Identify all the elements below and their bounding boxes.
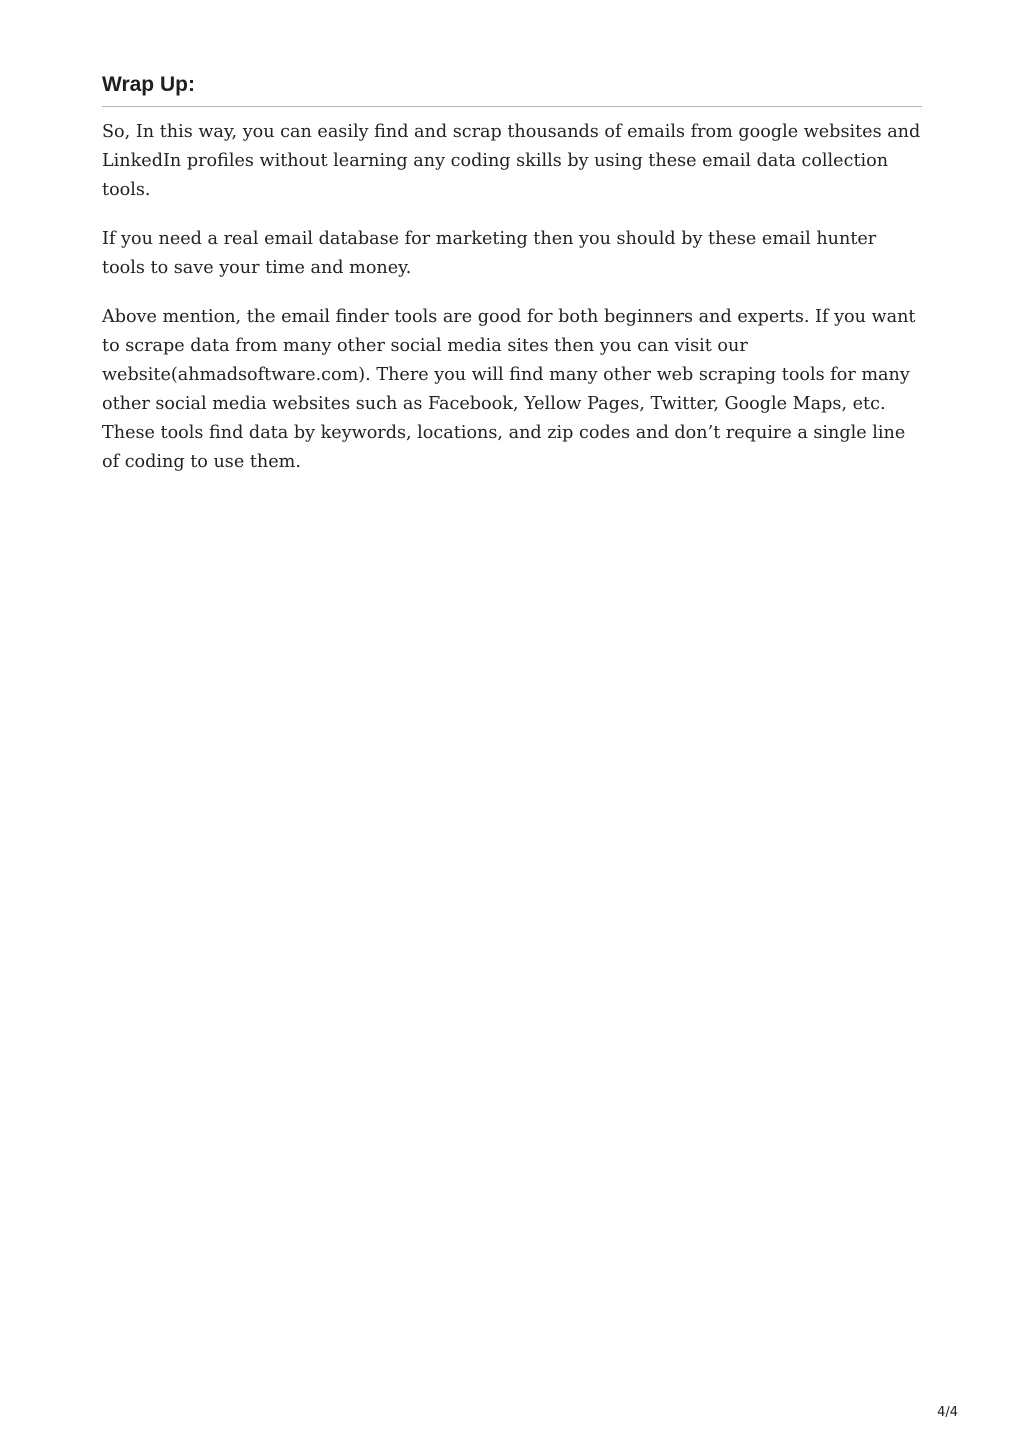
page-number: 4/4 (937, 1405, 958, 1420)
paragraph-tools: Above mention, the email finder tools are good for both beginners and experts. If you want to scrape data from many other social media sites then you can visit our website(ahmadsoftware.com). There you will find many other web scraping tools for many other social media websites such as Facebook, Yellow Pages, Twitter, Google Maps, etc. These tools find data by keywords, locations, and zip codes and don’t require a single line of coding to use them. (102, 307, 916, 472)
paragraph-database: If you need a real email database for marketing then you should by these email hunter tools to save your time and money. (102, 229, 877, 278)
article-body (102, 68, 922, 477)
paragraph-intro: So, In this way, you can easily find and scrap thousands of emails from google websites and LinkedIn profiles without learning any coding skills by using these email data collection tools. (102, 122, 921, 200)
section-heading: Wrap Up: (102, 68, 922, 107)
